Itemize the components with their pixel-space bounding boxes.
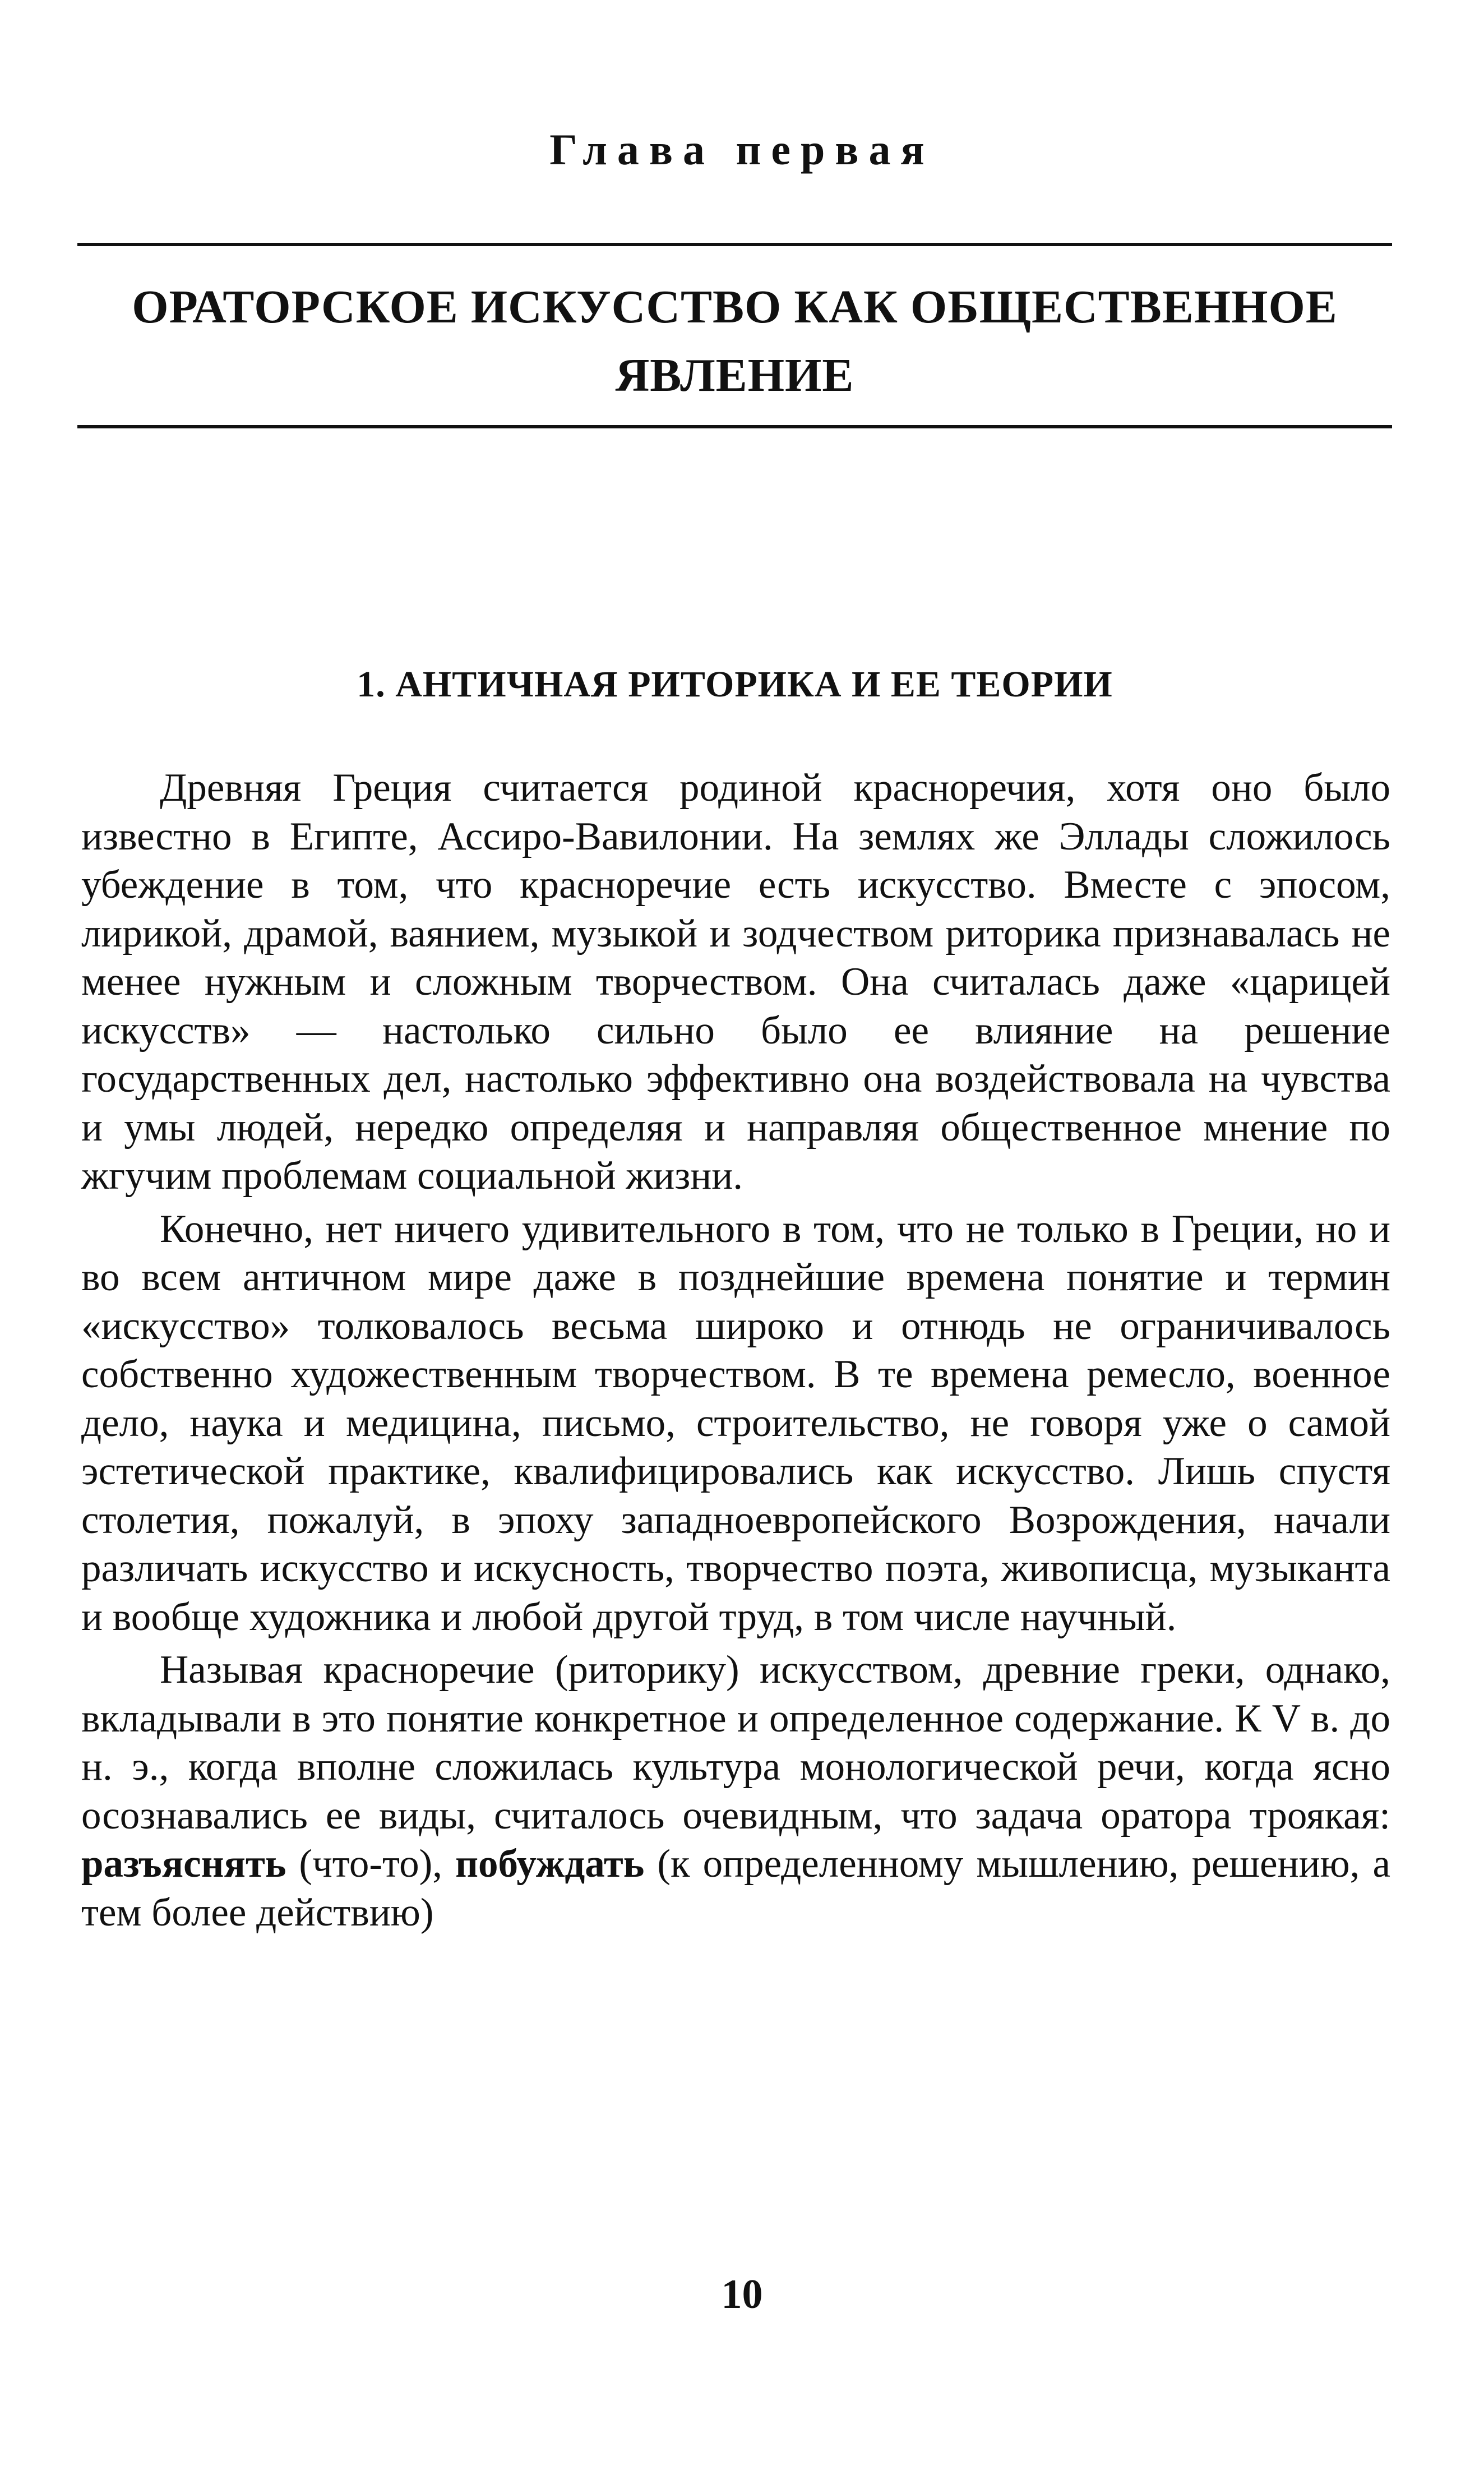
emphasis-explain: разъяснять bbox=[81, 1842, 286, 1886]
bottom-rule bbox=[77, 425, 1392, 428]
page-number: 10 bbox=[721, 2271, 763, 2317]
paragraph-2: Конечно, нет ничего удивительного в том, что не только в Греции, но и во всем античном мире даже в позднейшие времена понятие и термин «искусство» толковалось весьма широко и отнюдь не ограничивалось собственно художественным творчеством. В те времена ремесло, военное дело, наука и медицина, письмо, строительство, не говоря уже о самой эстетической практике, квалифицировались как искусство. Лишь спустя столетия, пожалуй, в эпоху западноевропейского Возрождения, начали различать искусство и искусность, творчество поэта, живописца, музыканта и вообще художника и любой другой труд, в том числе научный. bbox=[81, 1207, 1390, 1639]
top-rule bbox=[77, 243, 1392, 246]
paragraph-3-text-2: (что-то), bbox=[286, 1842, 456, 1886]
paragraph-3-text-1: Называя красноречие (риторику) искусством, древние греки, однако, вкладывали в это понятие конкретное и определенное содержание. К V в. до н. э., когда вполне сложилась культура монологической речи, когда ясно осознавались ее виды, считалось очевидным, что задача оратора троякая: bbox=[81, 1648, 1390, 1837]
paragraph-3 bbox=[81, 1646, 1390, 1937]
paragraph-3-text-3: (к определенному мышлению, решению, а тем более действию) bbox=[81, 1842, 1391, 1934]
section-title: 1. АНТИЧНАЯ РИТОРИКА И ЕЕ ТЕОРИИ bbox=[357, 664, 1113, 705]
emphasis-motivate: побуждать bbox=[455, 1842, 645, 1886]
chapter-title-line-1: ОРАТОРСКОЕ ИСКУССТВО КАК ОБЩЕСТВЕННОЕ bbox=[132, 281, 1338, 333]
chapter-label: Глава первая bbox=[549, 125, 935, 174]
body-text bbox=[81, 764, 1390, 1941]
paragraph-1: Древняя Греция считается родиной красноречия, хотя оно было известно в Египте, Ассиро-Вавилонии. На землях же Эллады сложилось убеждение в том, что красноречие есть искусство. Вместе с эпосом, лирикой, драмой, ваянием, музыкой и зодчеством риторика признавалась не менее нужным и сложным творчеством. Она считалась даже «царицей искусств» — настолько сильно было ее влияние на решение государственных дел, настолько эффективно она воздействовала на чувства и умы людей, нередко определяя и направляя общественное мнение по жгучим проблемам социальной жизни. bbox=[81, 766, 1390, 1198]
chapter-title-line-2: ЯВЛЕНИЕ bbox=[615, 349, 854, 401]
chapter-title bbox=[77, 273, 1392, 410]
